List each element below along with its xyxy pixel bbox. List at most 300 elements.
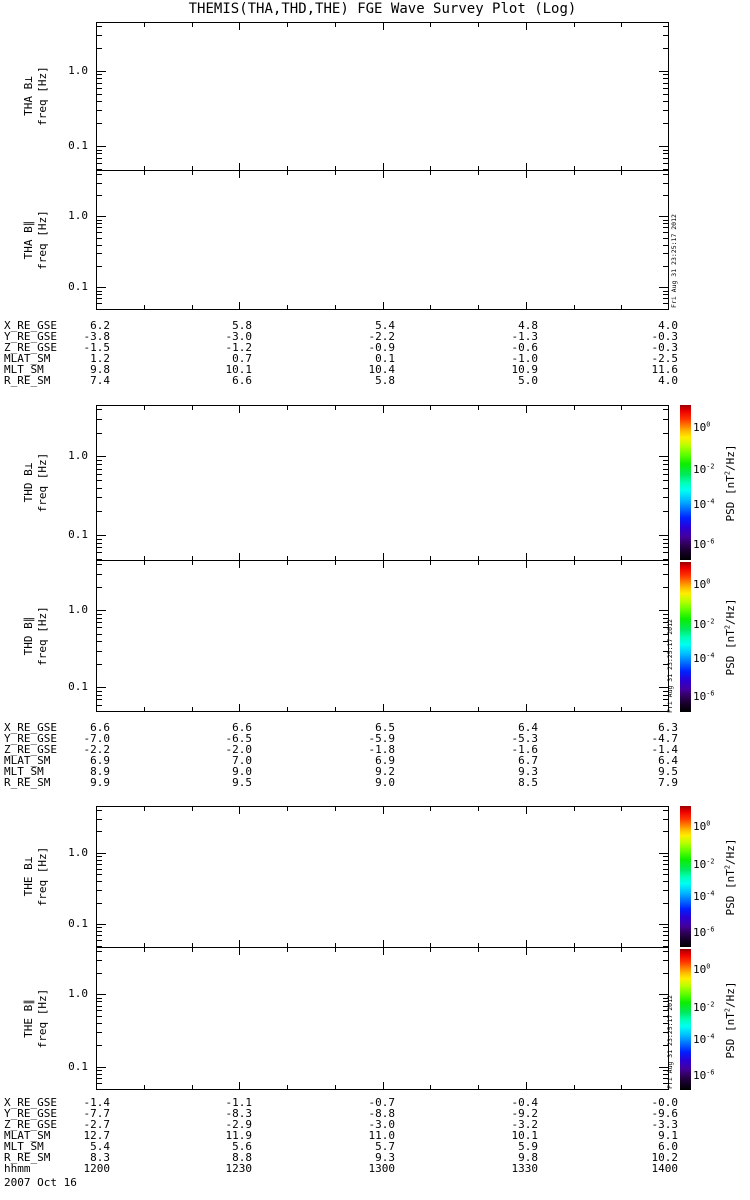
y-tick xyxy=(97,174,102,175)
y-tick xyxy=(97,994,106,995)
ephemeris-value: -9.2 xyxy=(511,1107,538,1120)
x-tick xyxy=(239,553,240,560)
y-tick xyxy=(663,74,668,75)
y-tick xyxy=(97,1083,102,1084)
y-tick xyxy=(663,927,668,928)
x-tick xyxy=(239,940,240,947)
x-tick xyxy=(574,23,575,27)
y-tick xyxy=(97,699,102,700)
x-tick xyxy=(239,23,240,30)
y-tick xyxy=(97,223,102,224)
ephemeris-value: -3.0 xyxy=(225,330,252,343)
x-tick xyxy=(287,1085,288,1089)
freq-tick-label: 0.1 xyxy=(68,680,88,693)
y-tick xyxy=(663,83,668,84)
y-tick xyxy=(97,1074,102,1075)
y-tick xyxy=(97,810,102,811)
y-tick xyxy=(97,78,102,79)
ephemeris-value: 8.5 xyxy=(518,776,538,789)
y-tick xyxy=(659,853,668,854)
y-tick xyxy=(97,535,106,536)
ephemeris-value: 5.8 xyxy=(375,374,395,387)
ephemeris-value: -3.3 xyxy=(651,1118,678,1131)
y-tick xyxy=(97,998,102,999)
ephemeris-label: R_RE_SM xyxy=(4,374,51,387)
y-tick xyxy=(97,158,102,159)
y-tick xyxy=(97,497,102,498)
x-tick xyxy=(383,302,384,309)
x-tick xyxy=(621,556,622,560)
y-tick xyxy=(663,232,668,233)
x-tick xyxy=(478,406,479,410)
ephemeris-value: -2.2 xyxy=(83,743,110,756)
x-tick xyxy=(144,171,145,175)
y-tick xyxy=(663,869,668,870)
x-tick xyxy=(526,171,527,178)
x-tick xyxy=(383,406,384,413)
y-tick xyxy=(663,88,668,89)
y-tick xyxy=(663,35,668,36)
x-tick xyxy=(239,406,240,413)
ephemeris-value: 0.1 xyxy=(375,352,395,365)
ephemeris-value: 7.0 xyxy=(232,754,252,767)
colorbar xyxy=(680,562,691,712)
y-tick xyxy=(659,535,668,536)
x-tick xyxy=(383,163,384,170)
x-tick xyxy=(526,163,527,170)
x-tick xyxy=(335,561,336,565)
x-tick xyxy=(383,948,384,955)
ephemeris-value: -1.8 xyxy=(368,743,395,756)
y-tick xyxy=(663,464,668,465)
y-tick xyxy=(663,864,668,865)
y-tick xyxy=(97,253,102,254)
ephemeris-value: -1.4 xyxy=(651,743,678,756)
ephemeris-value: 11.9 xyxy=(225,1129,252,1142)
ephemeris-value: -5.9 xyxy=(368,732,395,745)
y-tick xyxy=(663,946,668,947)
ephemeris-label: X_RE_GSE xyxy=(4,721,57,734)
x-tick xyxy=(621,943,622,947)
ephemeris-value: 11.0 xyxy=(368,1129,395,1142)
x-tick xyxy=(192,807,193,811)
ephemeris-label: Y_RE_GSE xyxy=(4,732,57,745)
x-tick xyxy=(430,943,431,947)
ephemeris-label: X_RE_GSE xyxy=(4,1096,57,1109)
y-tick xyxy=(97,245,102,246)
y-tick xyxy=(97,874,102,875)
panel-ylabel: THA B∥ freq [Hz] xyxy=(22,210,49,270)
x-tick xyxy=(574,807,575,811)
y-tick xyxy=(97,456,106,457)
ephemeris-value: 8.8 xyxy=(232,1151,252,1164)
ephemeris-value: 1230 xyxy=(225,1162,252,1175)
y-tick xyxy=(663,831,668,832)
x-tick xyxy=(144,406,145,410)
ephemeris-label: MLT_SM xyxy=(4,363,44,376)
ephemeris-label: Y_RE_GSE xyxy=(4,330,57,343)
y-tick xyxy=(663,245,668,246)
ephemeris-value: 12.7 xyxy=(83,1129,110,1142)
x-tick xyxy=(287,171,288,175)
x-tick xyxy=(478,948,479,952)
y-tick xyxy=(97,464,102,465)
date-label: 2007 Oct 16 xyxy=(4,1176,77,1189)
y-tick xyxy=(97,216,106,217)
freq-tick-label: 0.1 xyxy=(68,280,88,293)
y-tick xyxy=(97,856,102,857)
ephemeris-value: 5.6 xyxy=(232,1140,252,1153)
colorbar-tick-label: $10^{-2}$ xyxy=(693,857,715,871)
x-tick xyxy=(526,948,527,955)
x-tick xyxy=(621,171,622,175)
y-tick xyxy=(97,83,102,84)
ephemeris-value: 9.5 xyxy=(232,776,252,789)
x-tick xyxy=(335,1085,336,1089)
ephemeris-value: 8.3 xyxy=(90,1151,110,1164)
ephemeris-value: 9.9 xyxy=(90,776,110,789)
ephemeris-value: -3.8 xyxy=(83,330,110,343)
colorbar-axis-label: PSD $[nT^2/Hz]$ xyxy=(723,838,737,915)
ephemeris-label: Z_RE_GSE xyxy=(4,743,57,756)
y-tick xyxy=(97,610,106,611)
ephemeris-value: 6.6 xyxy=(232,374,252,387)
x-tick xyxy=(335,166,336,170)
ephemeris-value: 0.7 xyxy=(232,352,252,365)
y-tick xyxy=(97,419,102,420)
colorbar-tick-label: $10^0$ xyxy=(693,420,711,434)
panel-ylabel: THD B⊥ freq [Hz] xyxy=(22,452,49,513)
y-tick xyxy=(663,973,668,974)
ephemeris-value: 6.4 xyxy=(658,754,678,767)
ephemeris-label: MLT_SM xyxy=(4,765,44,778)
colorbar-tick-label: $10^{-4}$ xyxy=(693,889,715,903)
freq-tick-label: 1.0 xyxy=(68,603,88,616)
y-tick xyxy=(97,664,102,665)
x-tick xyxy=(430,561,431,565)
render-timestamp: Fri Aug 31 23:25:17 2012 xyxy=(670,214,678,308)
y-tick xyxy=(663,474,668,475)
colorbar-tick-label: $10^{-2}$ xyxy=(693,1000,715,1014)
y-tick xyxy=(663,227,668,228)
ephemeris-value: 4.0 xyxy=(658,374,678,387)
x-tick xyxy=(192,707,193,711)
y-tick xyxy=(97,711,102,712)
x-tick xyxy=(430,707,431,711)
freq-tick-label: 1.0 xyxy=(68,64,88,77)
x-tick xyxy=(526,553,527,560)
y-tick xyxy=(97,587,102,588)
y-tick xyxy=(97,169,102,170)
ephemeris-value: -1.3 xyxy=(511,330,538,343)
x-tick xyxy=(335,943,336,947)
y-tick xyxy=(663,810,668,811)
x-tick xyxy=(574,171,575,175)
x-tick xyxy=(239,948,240,955)
y-tick xyxy=(97,614,102,615)
ephemeris-label: R_RE_SM xyxy=(4,1151,51,1164)
y-tick xyxy=(663,303,668,304)
x-tick xyxy=(430,23,431,27)
x-tick xyxy=(287,305,288,309)
ephemeris-value: -0.0 xyxy=(651,1096,678,1109)
render-timestamp: Fri Aug 31 23:25:17 2012 xyxy=(666,995,674,1089)
y-tick xyxy=(97,1023,102,1024)
y-tick xyxy=(663,903,668,904)
y-tick xyxy=(97,101,102,102)
y-tick xyxy=(97,1010,102,1011)
x-tick xyxy=(574,406,575,410)
y-tick xyxy=(663,960,668,961)
y-tick xyxy=(97,88,102,89)
y-tick xyxy=(663,195,668,196)
y-tick xyxy=(97,469,102,470)
y-tick xyxy=(663,488,668,489)
y-tick xyxy=(97,511,102,512)
ephemeris-value: 10.1 xyxy=(225,363,252,376)
ephemeris-value: 6.6 xyxy=(90,721,110,734)
y-tick xyxy=(663,294,668,295)
y-tick xyxy=(663,253,668,254)
ephemeris-label: X_RE_GSE xyxy=(4,319,57,332)
x-tick xyxy=(526,406,527,413)
y-tick xyxy=(97,903,102,904)
y-tick xyxy=(663,298,668,299)
y-tick xyxy=(97,309,102,310)
x-tick xyxy=(335,171,336,175)
colorbar-tick-label: $10^0$ xyxy=(693,577,711,591)
colorbar-tick-label: $10^{-6}$ xyxy=(693,689,715,703)
ephemeris-label: Z_RE_GSE xyxy=(4,341,57,354)
y-tick xyxy=(663,890,668,891)
y-tick xyxy=(97,931,102,932)
ephemeris-label: MLT_SM xyxy=(4,1140,44,1153)
colorbar xyxy=(680,949,691,1090)
ephemeris-value: 5.4 xyxy=(90,1140,110,1153)
x-tick xyxy=(430,406,431,410)
y-tick xyxy=(97,1001,102,1002)
y-tick xyxy=(97,869,102,870)
y-tick xyxy=(97,1006,102,1007)
x-tick xyxy=(526,807,527,814)
ephemeris-value: -5.3 xyxy=(511,732,538,745)
x-tick xyxy=(621,23,622,27)
panel-ylabel: THD B∥ freq [Hz] xyxy=(22,606,49,666)
ephemeris-value: -8.8 xyxy=(368,1107,395,1120)
x-tick xyxy=(144,23,145,27)
x-tick xyxy=(144,943,145,947)
y-tick xyxy=(663,153,668,154)
y-tick xyxy=(663,539,668,540)
colorbar-axis-label: PSD $[nT^2/Hz]$ xyxy=(723,598,737,676)
ephemeris-value: -2.7 xyxy=(83,1118,110,1131)
ephemeris-value: -0.9 xyxy=(368,341,395,354)
y-tick xyxy=(97,460,102,461)
ephemeris-value: 9.1 xyxy=(658,1129,678,1142)
y-tick xyxy=(663,409,668,410)
y-tick xyxy=(663,511,668,512)
x-tick xyxy=(526,302,527,309)
x-tick xyxy=(287,807,288,811)
x-tick xyxy=(239,1082,240,1089)
colorbar-tick-label: $10^{-4}$ xyxy=(693,1032,715,1046)
colorbar-tick-label: $10^0$ xyxy=(693,962,711,976)
y-tick xyxy=(97,287,106,288)
colorbar-tick-label: $10^0$ xyxy=(693,819,711,833)
y-tick xyxy=(97,539,102,540)
x-tick xyxy=(526,1082,527,1089)
freq-tick-label: 0.1 xyxy=(68,139,88,152)
x-tick xyxy=(335,305,336,309)
ephemeris-value: 9.8 xyxy=(518,1151,538,1164)
x-tick xyxy=(335,807,336,811)
ephemeris-label: R_RE_SM xyxy=(4,776,51,789)
y-tick xyxy=(659,216,668,217)
x-tick xyxy=(144,807,145,811)
y-tick xyxy=(97,1089,102,1090)
y-tick xyxy=(97,74,102,75)
y-tick xyxy=(97,474,102,475)
y-tick xyxy=(663,819,668,820)
x-tick xyxy=(192,556,193,560)
ephemeris-label: MLAT_SM xyxy=(4,1129,51,1142)
x-tick xyxy=(478,166,479,170)
x-tick xyxy=(621,948,622,952)
x-tick xyxy=(239,704,240,711)
y-tick xyxy=(663,163,668,164)
y-tick xyxy=(97,641,102,642)
y-tick xyxy=(97,618,102,619)
ephemeris-value: -1.6 xyxy=(511,743,538,756)
y-tick xyxy=(97,552,102,553)
y-tick xyxy=(97,973,102,974)
x-tick xyxy=(144,166,145,170)
ephemeris-value: -0.3 xyxy=(651,341,678,354)
x-tick xyxy=(430,171,431,175)
ephemeris-value: 10.1 xyxy=(511,1129,538,1142)
y-tick xyxy=(97,651,102,652)
x-tick xyxy=(574,166,575,170)
ephemeris-label: Y_RE_GSE xyxy=(4,1107,57,1120)
y-tick xyxy=(97,634,102,635)
colorbar-tick-label: $10^{-6}$ xyxy=(693,925,715,939)
colorbar-tick-label: $10^{-2}$ xyxy=(693,617,715,631)
y-tick xyxy=(97,881,102,882)
x-tick xyxy=(574,943,575,947)
y-tick xyxy=(663,169,668,170)
x-tick xyxy=(478,561,479,565)
x-tick xyxy=(478,556,479,560)
x-tick xyxy=(287,948,288,952)
ephemeris-label: MLAT_SM xyxy=(4,352,51,365)
y-tick xyxy=(659,456,668,457)
ephemeris-value: -0.4 xyxy=(511,1096,538,1109)
x-tick xyxy=(192,171,193,175)
freq-tick-label: 1.0 xyxy=(68,846,88,859)
plot-title: THEMIS(THA,THD,THE) FGE Wave Survey Plot (Log) xyxy=(188,1,577,17)
ephemeris-value: -0.3 xyxy=(651,330,678,343)
x-tick xyxy=(287,556,288,560)
y-tick xyxy=(663,220,668,221)
y-tick xyxy=(663,309,668,310)
x-tick xyxy=(192,943,193,947)
x-tick xyxy=(192,305,193,309)
freq-tick-label: 0.1 xyxy=(68,1060,88,1073)
y-tick xyxy=(97,232,102,233)
x-tick xyxy=(192,23,193,27)
ephemeris-value: 9.2 xyxy=(375,765,395,778)
y-tick xyxy=(663,174,668,175)
x-tick xyxy=(144,561,145,565)
ephemeris-value: 1330 xyxy=(511,1162,538,1175)
x-tick xyxy=(192,948,193,952)
x-tick xyxy=(526,940,527,947)
y-tick xyxy=(97,110,102,111)
x-tick xyxy=(383,1082,384,1089)
x-tick xyxy=(478,1085,479,1089)
y-tick xyxy=(97,705,102,706)
y-tick xyxy=(97,890,102,891)
ephemeris-value: 10.2 xyxy=(651,1151,678,1164)
y-tick xyxy=(97,35,102,36)
x-tick xyxy=(526,23,527,30)
render-timestamp: Fri Aug 31 23:25:17 2012 xyxy=(666,619,674,713)
y-tick xyxy=(97,153,102,154)
x-tick xyxy=(335,556,336,560)
y-tick xyxy=(663,574,668,575)
y-tick xyxy=(97,94,102,95)
y-tick xyxy=(663,433,668,434)
x-tick xyxy=(144,305,145,309)
ephemeris-value: -6.5 xyxy=(225,732,252,745)
y-tick xyxy=(97,294,102,295)
ephemeris-value: 7.9 xyxy=(658,776,678,789)
y-tick xyxy=(97,927,102,928)
y-tick xyxy=(663,552,668,553)
y-tick xyxy=(97,622,102,623)
y-tick xyxy=(97,1045,102,1046)
ephemeris-value: 6.4 xyxy=(518,721,538,734)
x-tick xyxy=(383,23,384,30)
ephemeris-value: -4.7 xyxy=(651,732,678,745)
y-tick xyxy=(663,856,668,857)
ephemeris-value: -1.2 xyxy=(225,341,252,354)
y-tick xyxy=(97,547,102,548)
x-tick xyxy=(383,940,384,947)
y-tick xyxy=(97,951,102,952)
y-tick xyxy=(97,1070,102,1071)
y-tick xyxy=(97,48,102,49)
y-tick xyxy=(97,123,102,124)
colorbar xyxy=(680,806,691,947)
y-tick xyxy=(97,935,102,936)
panel-ylabel: THE B⊥ freq [Hz] xyxy=(22,846,49,907)
ephemeris-value: 1300 xyxy=(368,1162,395,1175)
y-tick xyxy=(659,71,668,72)
y-tick xyxy=(97,227,102,228)
ephemeris-value: 5.4 xyxy=(375,319,395,332)
x-tick xyxy=(239,561,240,568)
y-tick xyxy=(97,409,102,410)
y-tick xyxy=(97,564,102,565)
ephemeris-value: 6.0 xyxy=(658,1140,678,1153)
x-tick xyxy=(335,707,336,711)
x-tick xyxy=(287,23,288,27)
ephemeris-value: 5.0 xyxy=(518,374,538,387)
y-tick xyxy=(97,853,106,854)
ephemeris-value: 7.4 xyxy=(90,374,110,387)
x-tick xyxy=(383,704,384,711)
